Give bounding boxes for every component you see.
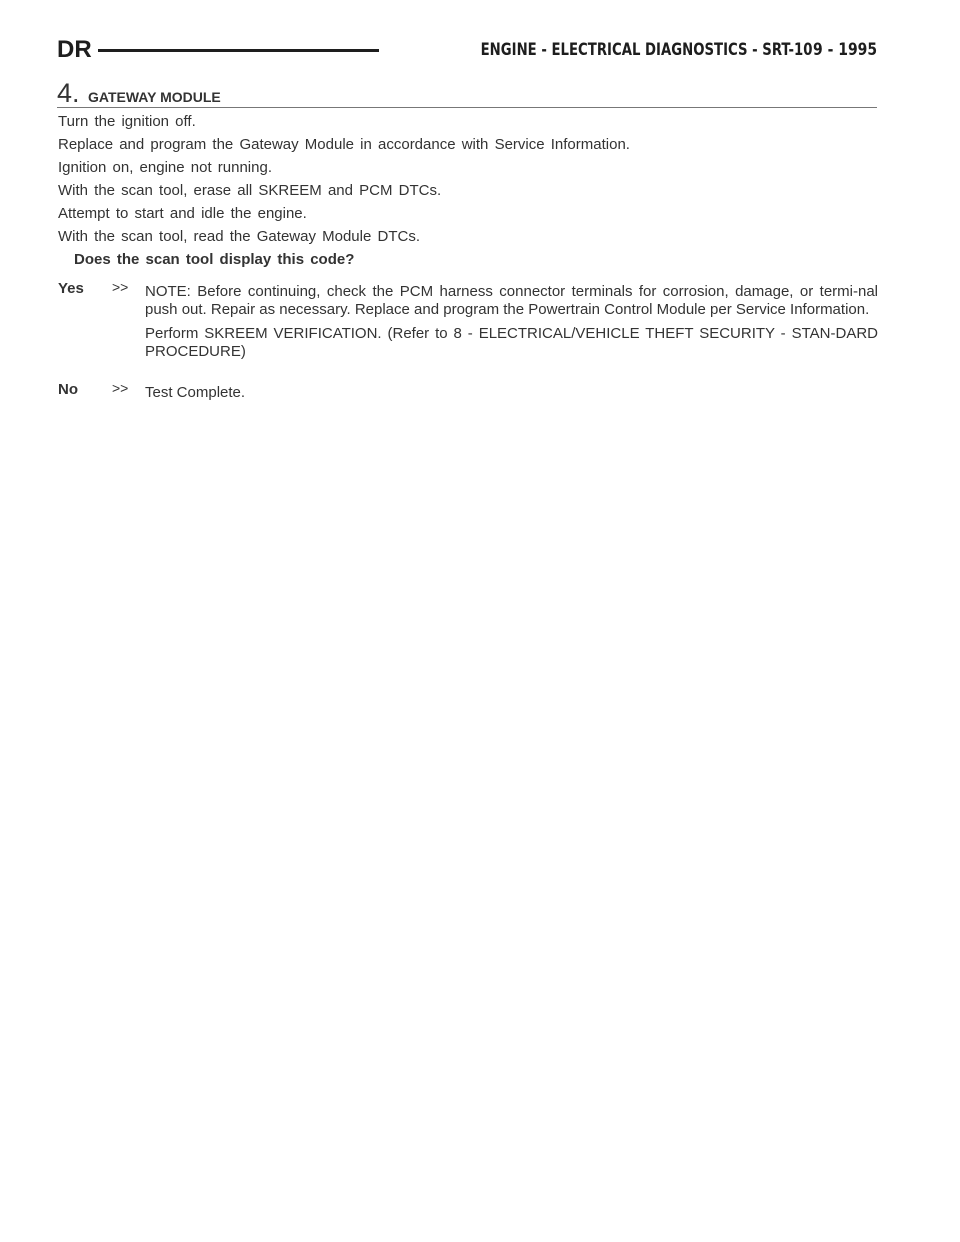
- instruction-line: Turn the ignition off.: [58, 113, 196, 130]
- answer-paragraph: Test Complete.: [145, 384, 246, 401]
- answer-label: No: [58, 381, 78, 398]
- instruction-line: Attempt to start and idle the engine.: [58, 205, 307, 222]
- instruction-line: With the scan tool, read the Gateway Module DTCs.: [58, 228, 420, 245]
- answer-arrow: >>: [112, 380, 129, 396]
- instruction-line: Replace and program the Gateway Module in accordance with Service Information.: [58, 136, 630, 153]
- step-number: 4.: [57, 78, 80, 108]
- instruction-line: Ignition on, engine not running.: [58, 159, 272, 176]
- answer-arrow: >>: [112, 279, 129, 295]
- page-header: [57, 36, 877, 64]
- header-title: ENGINE - ELECTRICAL DIAGNOSTICS - SRT-10: [481, 40, 813, 60]
- step-heading: [57, 80, 877, 108]
- header-rule: [98, 49, 380, 52]
- instruction-list: [58, 113, 878, 251]
- answer-body: [145, 384, 878, 408]
- answer-label: Yes: [58, 280, 84, 297]
- instruction-line: With the scan tool, erase all SKREEM and PCM DTCs.: [58, 182, 442, 199]
- diagnostic-question: Does the scan tool display this code?: [74, 251, 355, 268]
- step-title: GATEWAY MODULE: [88, 89, 221, 105]
- header-page-number: 9 - 1995: [813, 40, 877, 60]
- answer-paragraph: NOTE: Before continuing, check the PCM harness connector terminals for corrosion, damage, or termi-nal push out. Repair as necessary. Replace and program the Powertrain Control Module per Service Information.: [145, 283, 878, 318]
- header-section-code: DR: [57, 36, 92, 63]
- answer-paragraph: Perform SKREEM VERIFICATION. (Refer to 8 - ELECTRICAL/VEHICLE THEFT SECURITY - STAN-DARD PROCEDURE): [145, 325, 878, 360]
- answer-body: [145, 283, 878, 367]
